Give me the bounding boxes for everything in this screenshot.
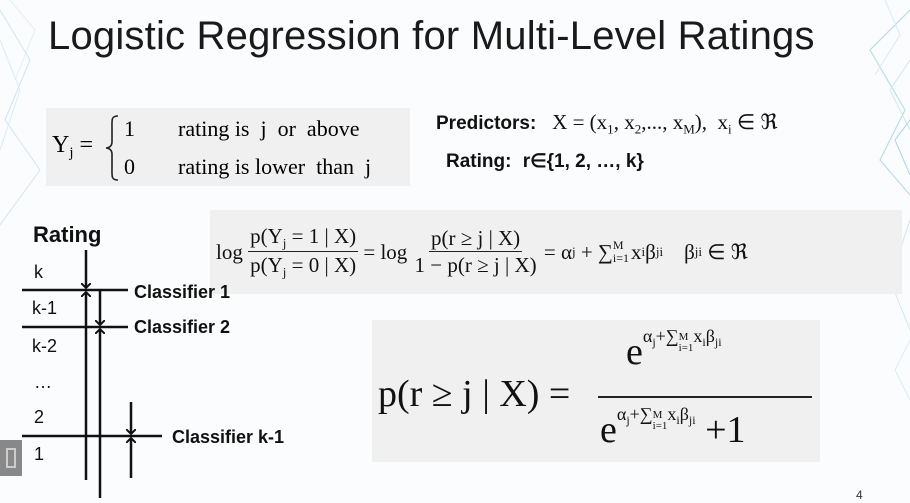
predictors-label: Predictors: xyxy=(436,113,537,134)
page-number: 4 xyxy=(856,488,863,502)
cumulative-odds-fraction: $\frac{p(r \ge j | X)}{1 - p(r \ge j | X)}$ xyxy=(414,225,537,277)
odds-fraction: $\frac{p(Y_j = 1 | X)}{p(Y_j = 0 | X)}$ xyxy=(250,223,357,280)
rating-label: Rating: xyxy=(446,151,512,172)
classifier-label: Classifier 2 xyxy=(134,317,231,337)
log-odds-equation: log $\frac{p(Y_j = 1 | X)}{p(Y_j = 0 | X)}$ = log $\frac{p(r \ge j | X)}{1 - p(r \ge j | X)}$ = α j + ∑ M i=1 x i β ji β ji ∈ ℜ xyxy=(210,210,902,294)
indicator-lhs: $Y_j$ = xyxy=(52,132,94,162)
level-label: 2 xyxy=(34,407,45,427)
case2-text: rating is lower than j xyxy=(178,154,372,179)
level-label: … xyxy=(34,372,52,392)
level-label: k-2 xyxy=(32,336,58,356)
background-decoration-right xyxy=(830,0,910,200)
footer-logo-icon xyxy=(0,440,22,476)
level-label: k-1 xyxy=(32,298,58,318)
classifier-label: Classifier k-1 xyxy=(172,427,285,447)
rating-set: r∈{1, 2, …, k} xyxy=(522,151,644,172)
probability-denominator: $e^{\alpha_j+\sum M i=1 x_i\beta_{ji}} +1$ xyxy=(600,404,746,451)
level-label: 1 xyxy=(34,444,45,464)
rating-set-line xyxy=(446,150,644,173)
case1-text: rating is j or above xyxy=(178,116,360,141)
classifier-label: Classifier 1 xyxy=(134,282,231,302)
level-label: k xyxy=(34,262,43,282)
probability-lhs: p(r ≥ j | X) = xyxy=(378,373,571,415)
slide-title: Logistic Regression for Multi-Level Ratings xyxy=(48,14,815,58)
predictors-formula: $X = (x_1$, $x_2$,..., $x_M$), $x_i$ ∈ ℜ xyxy=(552,110,778,137)
case2-value: 0 xyxy=(124,154,135,179)
probability-numerator: $e^{\alpha_j+\sum M i=1 x_i\beta_{ji}}$ xyxy=(626,326,722,373)
predictors-line xyxy=(436,110,778,138)
case1-value: 1 xyxy=(124,116,135,141)
fraction-bar xyxy=(598,396,812,398)
diagram-header: Rating xyxy=(33,222,102,247)
probability-equation xyxy=(372,320,820,462)
